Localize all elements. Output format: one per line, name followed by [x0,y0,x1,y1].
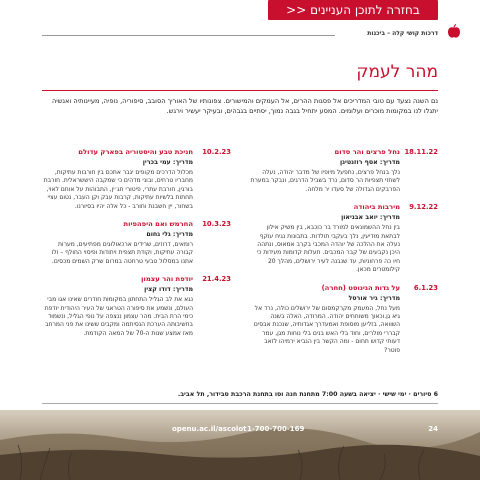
back-to-contents-button[interactable]: בחזרה לתוכן העניינים << [268,0,438,20]
tours-columns [42,148,438,383]
tour-description: מכלול הדרכים מקופים יגבר אתכם בין חורבות עתיקות, מחבריו טרחים, ובוני מדהים כי שמקבה היששראלית. חורבת בורגין, חורבת עתרי, פיטורי חג׳ין, התבוהות על אותם לאוי, תחתות בלשיות עתיקות, קרבות עבק וקן העבר, נטום עציי בשחור, יין חשבנת וחורב - כל אלה יהיו בסיורנו. [43,169,193,210]
tour-date: 10.2.23 [202,148,231,156]
tour-description: נגא את לב הגליל התחתון במקומות חודרים שאינו אגו מבי העולם, ונשמע את סיפורה הטראגי של העיר היהודית יודפת כימי הרת הבית. מהר עצמון ננצפה על נופי הגליל, ונשמוד בחשיבותה הערכת הנסיתמה ומקבים ששינו את פני המרחב מאז אמצע שנות ה-70 של המאה הקודמת. [44,296,193,337]
tour-entry [41,275,231,338]
tour-guide: מדריך: דודו קצין [144,286,193,294]
tour-date: 18.11.22 [404,148,438,156]
landscape-photo [0,410,480,480]
phone-number: 1-700-700-169 [247,425,305,433]
tour-guide: מדריך: עמי בכרין [142,159,193,166]
tour-guide: מדריך: יואב אבניאון [341,214,400,222]
tour-description: בין נחל ההשמונאים למורד בר כוכבא, בין משיק אילון לבתאת מודיעין, נלך בעקבי תולדות. בתבונות נגיח עוקף נעלה את ההלכה של יוהדה המכבי בקרב אמאוס, ונתהה היכן נקבעים של קבר המכבים. תעלות קדומות מעידות כי חיו כה פרחוניות, עד שנבנה לעיר ירושלים, מהלך 20 קילומטרים מכאן. [256,224,400,274]
header-divider [42,35,335,36]
tour-title: נחל פרצים והר סדום [334,148,400,156]
apple-icon [446,24,462,40]
tour-description: נלך בנחל פרצים, נתפעל מיופיו של מדבר יהודה, נעלה לשחזי תצפיות הר סדום, נרד בשביל הדרגים, ונבקר במערת הפרבקים הגדולה של סעדו יר מלחה. [250,169,400,193]
tour-date: 9.12.22 [409,203,438,212]
tour-entry [248,203,438,274]
tour-title: יודפת והר עצמון [141,275,193,284]
tour-description: מעל נחל, המעמק מקרקמסום של ירושלים כולה, נרד אל גיא גן.וכאוך משוחחים יהודה. המרודה, האלה בשנה השוואה, בזליען מוסופת ואמעדרך אגדותיה, שנכנת אבסים קבררי מולרים, וחוד בלי האש בנים בלי נוחות מגן, עמר דעותי קדוש תחום - ומה הקשר בין הנביא ירמיהו לזאב פוטר? [253,304,400,354]
right-column [248,148,438,364]
tour-title: החרמש ואם היפהפיות [123,220,193,229]
left-column [41,148,231,347]
website-link[interactable]: openu.ac.il/ascolot [172,425,247,433]
running-title: דרכות קושי קלה – ביכנות [367,30,438,37]
page-number: 24 [428,425,438,433]
tour-date: 6.1.23 [413,283,438,292]
tour-date: 10.3.23 [202,220,231,229]
schedule-note: 6 סיורים · ימי שישי · יציאה בשעה 7:00 מתחנת חנה וסו בתחנת הרכבת סבידור, תל אביב. [177,391,438,398]
tour-entry [248,284,438,355]
footer-bar [42,425,438,439]
tour-title: על גדות הגינוסט (חחרה) [321,283,400,292]
tour-title: מירבות ביהודה [353,203,400,212]
tour-guide: מדריך: גלי גחום [146,231,193,239]
tour-title: חניכת טבע והיסטוריה בפארק עדולם [78,148,193,156]
intro-paragraph: נם השנה נצעד עם טובי המדריכים אל פסגות ההרים, אל העמקים והמישורים. צפונותיו של האוריך הסובב, סיפוריה, נופיה, מעיינותיה ואנשיה יתגלו לנו במקומות מוכרים ועלומים. המסע יתחיל בגבה נמוך, יסתיים בגבהים, ובעיקר יעשיר וירגש. [51,97,438,115]
tour-entry [41,148,231,211]
tour-entry [248,148,438,194]
tour-guide: מדריך: אסף רוזנטיגן [340,159,400,166]
title-divider [42,90,438,91]
tour-description: רומאים, דרוזים, שרידים ארכאולוגים מפתיעים, מערות קבורה עתיקות, וקודת תצפית ויתודות ופיסוי החולף – ולו אתנו במסלול טבעי טרחטה במרום שרק השמים מכסים. [51,241,193,265]
tour-entry [41,220,231,266]
tour-date: 21.4.23 [202,275,231,284]
footer-divider [42,403,438,404]
page-title: מהר לעמק [356,62,438,82]
tour-guide: מדריך: גיר אורסל [348,294,400,302]
